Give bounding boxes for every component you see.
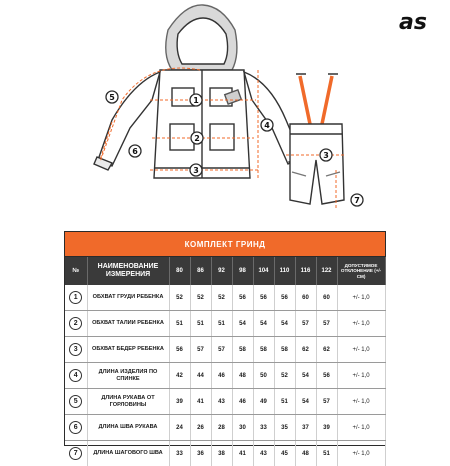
row-number [65, 389, 87, 415]
measurement-value: 52 [274, 363, 295, 389]
measurement-name: ДЛИНА ШВА РУКАВА [87, 415, 169, 441]
measurement-value: 48 [295, 441, 316, 466]
measurement-value: 50 [253, 363, 274, 389]
measurement-value: 57 [295, 311, 316, 337]
tolerance-value: +/- 1,0 [337, 415, 385, 441]
header-size: 110 [274, 257, 295, 286]
measurement-value: 41 [190, 389, 211, 415]
svg-text:1: 1 [193, 96, 199, 105]
measurement-value: 60 [295, 285, 316, 311]
table-row [65, 415, 385, 441]
row-number-badge: 4 [69, 369, 82, 382]
measurement-value: 46 [232, 389, 253, 415]
measurement-value: 43 [253, 441, 274, 466]
measurement-value: 62 [316, 337, 337, 363]
svg-text:5: 5 [109, 93, 115, 102]
header-num: № [65, 257, 87, 286]
svg-text:4: 4 [264, 121, 270, 130]
brand-logo-text: as [399, 10, 427, 34]
measurement-value: 54 [253, 311, 274, 337]
measurement-value: 57 [211, 337, 232, 363]
measurement-value: 58 [274, 337, 295, 363]
row-number-badge: 7 [69, 447, 82, 460]
measurement-value: 33 [169, 441, 190, 466]
table-row [65, 337, 385, 363]
row-number [65, 363, 87, 389]
measurement-value: 54 [274, 311, 295, 337]
measurement-value: 44 [190, 363, 211, 389]
header-name: НАИМЕНОВАНИЕ ИЗМЕРЕНИЯ [87, 257, 169, 286]
svg-text:2: 2 [194, 134, 200, 143]
measurement-value: 52 [169, 285, 190, 311]
row-number-badge: 5 [69, 395, 82, 408]
table-header-row [65, 257, 385, 286]
measurement-value: 56 [316, 363, 337, 389]
measurement-value: 26 [190, 415, 211, 441]
table-title: КОМПЛЕКТ ГРИНД [65, 232, 385, 257]
measurement-value: 48 [232, 363, 253, 389]
row-number-badge: 2 [69, 317, 82, 330]
measurement-value: 33 [253, 415, 274, 441]
measurement-name: ОБХВАТ ГРУДИ РЕБЕНКА [87, 285, 169, 311]
table-row [65, 441, 385, 466]
row-number [65, 311, 87, 337]
tolerance-value: +/- 1,0 [337, 285, 385, 311]
svg-text:3: 3 [323, 151, 329, 160]
measurement-value: 41 [232, 441, 253, 466]
marker-2 [191, 132, 203, 144]
marker-4 [261, 119, 273, 131]
size-chart-table [64, 231, 386, 446]
measurement-value: 36 [190, 441, 211, 466]
header-size: 116 [295, 257, 316, 286]
measurement-value: 60 [316, 285, 337, 311]
measurement-value: 49 [253, 389, 274, 415]
svg-text:6: 6 [132, 147, 138, 156]
marker-3 [190, 164, 202, 176]
row-number [65, 337, 87, 363]
marker-6 [129, 145, 141, 157]
row-number-badge: 3 [69, 343, 82, 356]
measurement-value: 58 [232, 337, 253, 363]
tolerance-value: +/- 1,0 [337, 337, 385, 363]
marker-1 [190, 94, 202, 106]
table-row [65, 363, 385, 389]
measurement-value: 62 [295, 337, 316, 363]
header-size: 86 [190, 257, 211, 286]
measurement-value: 30 [232, 415, 253, 441]
marker-5 [106, 91, 118, 103]
measurement-value: 24 [169, 415, 190, 441]
measurement-value: 57 [190, 337, 211, 363]
measurement-value: 51 [169, 311, 190, 337]
row-number-badge: 6 [69, 421, 82, 434]
jacket-illustration [94, 5, 307, 178]
pants-illustration [290, 74, 344, 204]
measurement-value: 42 [169, 363, 190, 389]
measurement-value: 57 [316, 311, 337, 337]
row-number [65, 441, 87, 466]
header-size: 92 [211, 257, 232, 286]
measurement-value: 52 [190, 285, 211, 311]
product-illustration [0, 0, 450, 228]
measurement-value: 43 [211, 389, 232, 415]
measurement-value: 51 [190, 311, 211, 337]
measurement-value: 39 [316, 415, 337, 441]
measurement-value: 28 [211, 415, 232, 441]
table-row [65, 311, 385, 337]
measurement-value: 35 [274, 415, 295, 441]
measurement-value: 51 [274, 389, 295, 415]
measurement-value: 54 [232, 311, 253, 337]
measurement-value: 56 [169, 337, 190, 363]
measurement-name: ДЛИНА ИЗДЕЛИЯ ПО СПИНКЕ [87, 363, 169, 389]
measurement-value: 56 [232, 285, 253, 311]
marker-7 [351, 194, 363, 206]
measurement-name: ОБХВАТ БЕДЕР РЕБЕНКА [87, 337, 169, 363]
tolerance-value: +/- 1,0 [337, 363, 385, 389]
measurement-value: 45 [274, 441, 295, 466]
table-row [65, 389, 385, 415]
measurement-name: ДЛИНА РУКАВА ОТ ГОРЛОВИНЫ [87, 389, 169, 415]
marker-pants-3 [320, 149, 332, 161]
row-number [65, 285, 87, 311]
measurement-value: 52 [211, 285, 232, 311]
measurement-value: 38 [211, 441, 232, 466]
svg-text:7: 7 [354, 196, 360, 205]
measurement-value: 46 [211, 363, 232, 389]
measurement-name: ОБХВАТ ТАЛИИ РЕБЕНКА [87, 311, 169, 337]
tolerance-value: +/- 1,0 [337, 311, 385, 337]
table-row [65, 285, 385, 311]
measurement-value: 54 [295, 363, 316, 389]
measurement-value: 51 [316, 441, 337, 466]
tolerance-value: +/- 1,0 [337, 389, 385, 415]
measurement-value: 37 [295, 415, 316, 441]
measurement-value: 56 [274, 285, 295, 311]
measurement-value: 54 [295, 389, 316, 415]
measurement-value: 58 [253, 337, 274, 363]
measurement-value: 56 [253, 285, 274, 311]
header-size: 122 [316, 257, 337, 286]
header-size: 80 [169, 257, 190, 286]
header-size: 98 [232, 257, 253, 286]
header-tolerance: ДОПУСТИМОЕ ОТКЛОНЕНИЕ (+/-СМ) [337, 257, 385, 286]
header-size: 104 [253, 257, 274, 286]
row-number [65, 415, 87, 441]
row-number-badge: 1 [69, 291, 82, 304]
svg-text:3: 3 [193, 166, 199, 175]
measurement-value: 39 [169, 389, 190, 415]
tolerance-value: +/- 1,0 [337, 441, 385, 466]
measurement-value: 51 [211, 311, 232, 337]
measurement-name: ДЛИНА ШАГОВОГО ШВА [87, 441, 169, 466]
measurement-value: 57 [316, 389, 337, 415]
